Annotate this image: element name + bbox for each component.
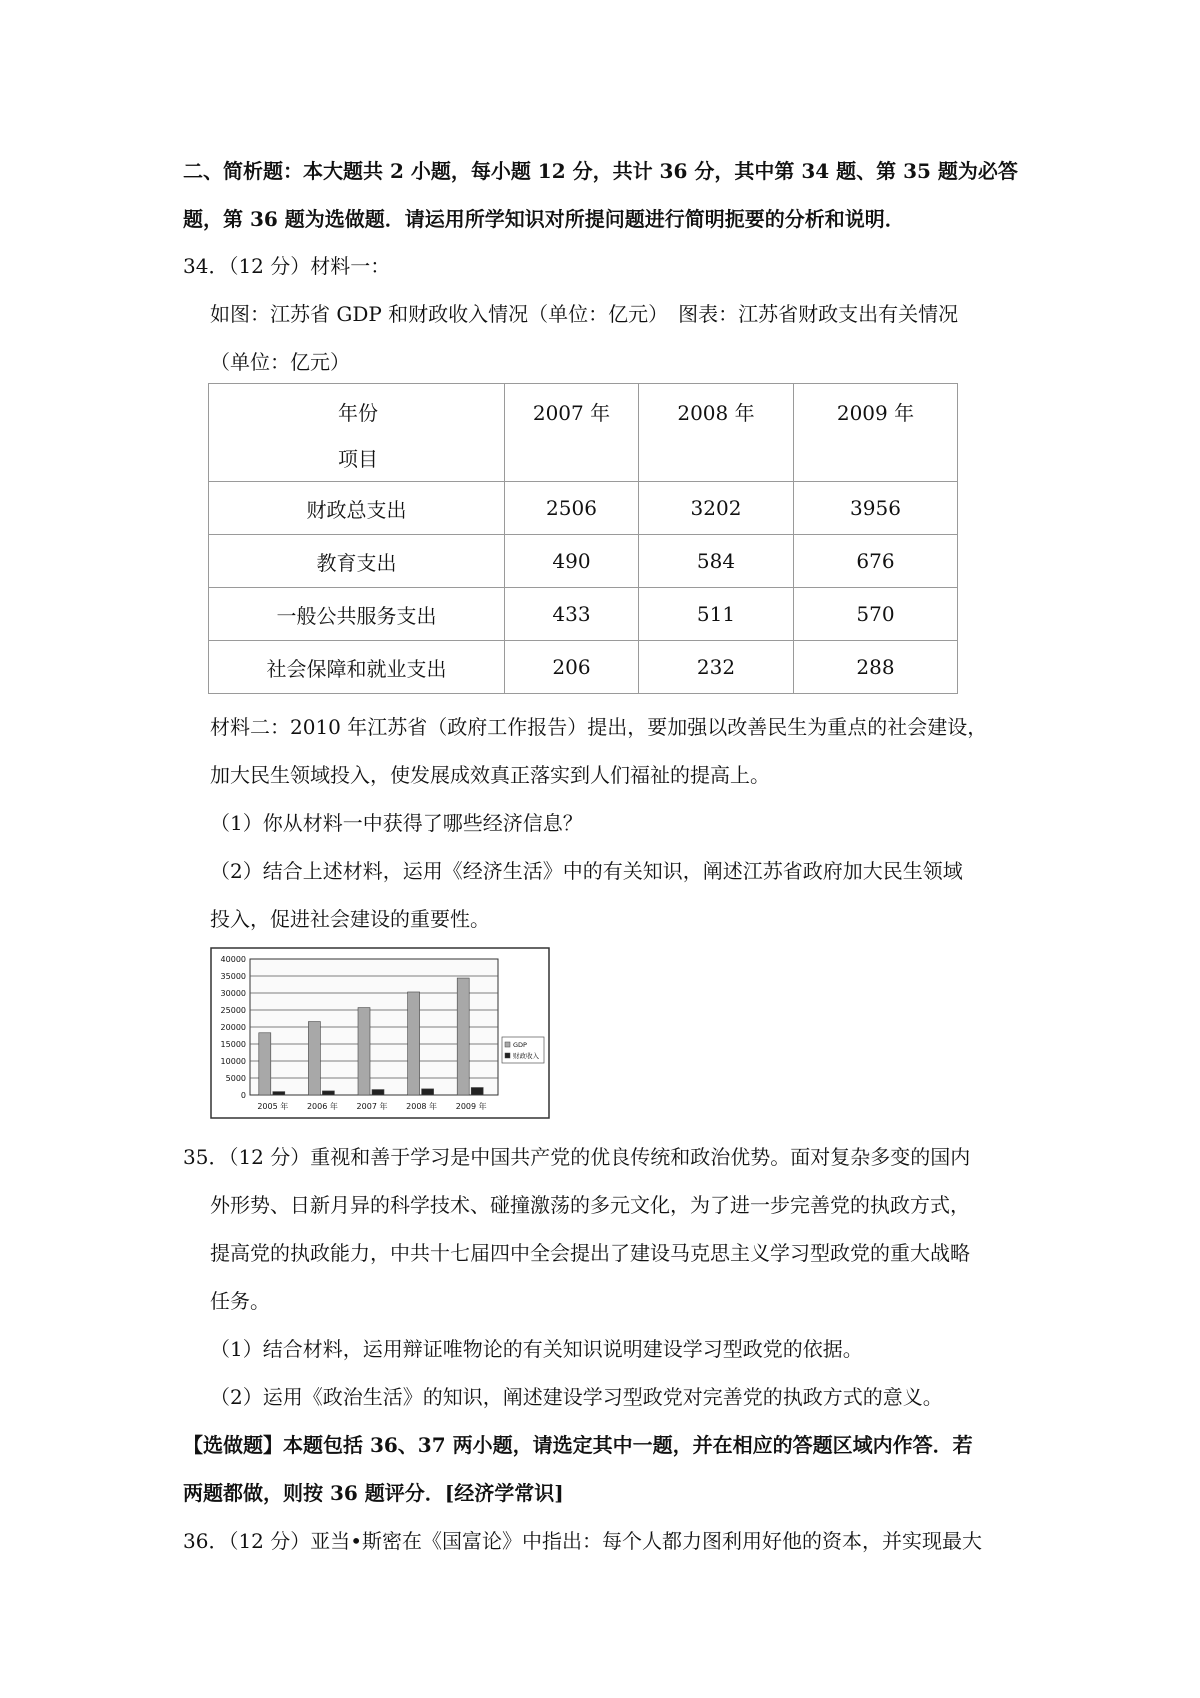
cell-value: 232	[639, 641, 794, 694]
x-tick-label: 2009 年	[455, 1102, 487, 1111]
bar-revenue	[273, 1092, 285, 1095]
bar-gdp	[457, 978, 469, 1095]
bar-gdp	[358, 1008, 370, 1095]
q35-sub1: （1）结合材料，运用辩证唯物论的有关知识说明建设学习型政党的依据。	[210, 1337, 863, 1361]
bar-gdp	[259, 1033, 271, 1095]
corner-label-year: 年份	[338, 401, 378, 425]
expenditure-table	[208, 383, 958, 694]
row-label: 教育支出	[209, 535, 505, 588]
cell-value: 490	[505, 535, 639, 588]
q36-line1: 36．（12 分）亚当•斯密在《国富论》中指出：每个人都力图利用好他的资本，并实现最大	[183, 1529, 983, 1553]
row-label: 财政总支出	[209, 482, 505, 535]
table-corner-cell	[209, 384, 505, 482]
cell-value: 570	[794, 588, 958, 641]
cell-value: 584	[639, 535, 794, 588]
y-tick-label: 0	[240, 1091, 246, 1100]
q35-sub2: （2）运用《政治生活》的知识，阐述建设学习型政党对完善党的执政方式的意义。	[210, 1385, 943, 1409]
y-tick-label: 30000	[220, 989, 246, 998]
y-tick-label: 5000	[225, 1074, 246, 1083]
cell-value: 206	[505, 641, 639, 694]
cell-value: 288	[794, 641, 958, 694]
q34-material2-line1: 材料二：2010 年江苏省（政府工作报告）提出，要加强以改善民生为重点的社会建设，	[210, 715, 988, 739]
cell-value: 433	[505, 588, 639, 641]
cell-value: 676	[794, 535, 958, 588]
corner-label-item: 项目	[338, 447, 378, 471]
x-tick-label: 2008 年	[406, 1102, 438, 1111]
cell-value: 3956	[794, 482, 958, 535]
y-tick-label: 15000	[220, 1040, 246, 1049]
section-heading-line2: 题，第 36 题为选做题．请运用所学知识对所提问题进行简明扼要的分析和说明．	[183, 207, 905, 231]
bar-revenue	[422, 1089, 434, 1095]
q34-sub2-line2: 投入，促进社会建设的重要性。	[210, 907, 490, 931]
gdp-revenue-chart	[210, 947, 550, 1119]
y-tick-label: 25000	[220, 1006, 246, 1015]
q35-line3: 提高党的执政能力，中共十七届四中全会提出了建设马克思主义学习型政党的重大战略	[210, 1241, 970, 1265]
table-row	[209, 641, 958, 694]
x-tick-label: 2005 年	[257, 1102, 289, 1111]
q34-sub1: （1）你从材料一中获得了哪些经济信息？	[210, 811, 583, 835]
q34-intro-line1: 如图：江苏省 GDP 和财政收入情况（单位：亿元） 图表：江苏省财政支出有关情况	[210, 302, 959, 326]
q35-line1: 35．（12 分）重视和善于学习是中国共产党的优良传统和政治优势。面对复杂多变的国内	[183, 1145, 971, 1169]
bar-gdp	[308, 1022, 320, 1095]
legend-swatch	[505, 1042, 510, 1047]
bar-revenue	[322, 1091, 334, 1095]
elective-line1: 【选做题】本题包括 36、37 两小题，请选定其中一题，并在相应的答题区域内作答．若	[183, 1433, 973, 1457]
bar-revenue	[471, 1088, 483, 1095]
y-tick-label: 40000	[220, 955, 246, 964]
cell-value: 3202	[639, 482, 794, 535]
table-row	[209, 588, 958, 641]
cell-value: 2506	[505, 482, 639, 535]
table-header-year: 2008 年	[639, 384, 794, 482]
table-header-year: 2007 年	[505, 384, 639, 482]
cell-value: 511	[639, 588, 794, 641]
q34-intro-line2: （单位：亿元）	[210, 350, 350, 374]
row-label: 社会保障和就业支出	[209, 641, 505, 694]
legend-label: 财政收入	[513, 1052, 539, 1060]
legend-label: GDP	[513, 1041, 527, 1049]
x-tick-label: 2006 年	[306, 1102, 338, 1111]
row-label: 一般公共服务支出	[209, 588, 505, 641]
legend-swatch	[505, 1053, 510, 1058]
y-tick-label: 35000	[220, 972, 246, 981]
q35-line2: 外形势、日新月异的科学技术、碰撞激荡的多元文化，为了进一步完善党的执政方式，	[210, 1193, 970, 1217]
elective-line2: 两题都做，则按 36 题评分．[经济学常识]	[183, 1481, 564, 1505]
y-tick-label: 20000	[220, 1023, 246, 1032]
bar-gdp	[408, 992, 420, 1095]
q34-title: 34．（12 分）材料一：	[183, 254, 391, 278]
table-row	[209, 482, 958, 535]
bar-revenue	[372, 1090, 384, 1095]
q35-line4: 任务。	[210, 1289, 270, 1313]
q34-sub2-line1: （2）结合上述材料，运用《经济生活》中的有关知识，阐述江苏省政府加大民生领域	[210, 859, 963, 883]
section-heading-line1: 二、简析题：本大题共 2 小题，每小题 12 分，共计 36 分，其中第 34 题、第 35 题为必答	[183, 159, 1018, 183]
y-tick-label: 10000	[220, 1057, 246, 1066]
table-row	[209, 535, 958, 588]
table-header-year: 2009 年	[794, 384, 958, 482]
x-tick-label: 2007 年	[356, 1102, 388, 1111]
q34-material2-line2: 加大民生领域投入，使发展成效真正落实到人们福祉的提高上。	[210, 763, 770, 787]
